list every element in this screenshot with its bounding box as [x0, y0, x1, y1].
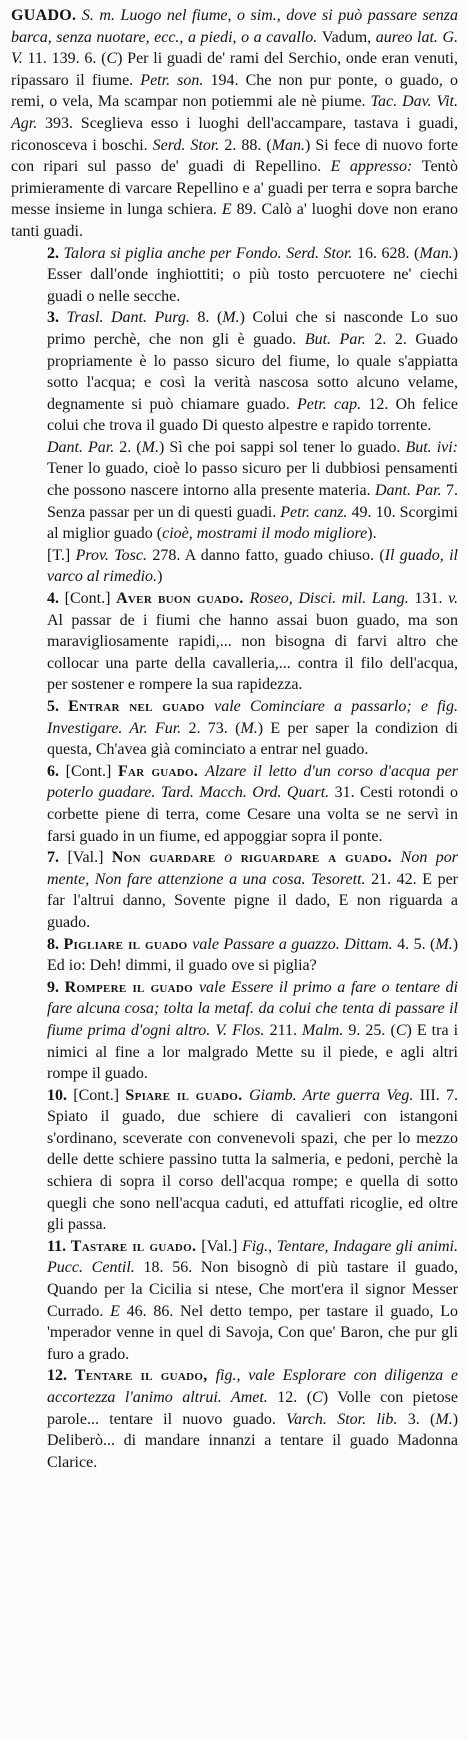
text-run: o — [224, 849, 241, 867]
text-run: vale Cominciare a passarlo; e fig. Investigare. Ar. Fur. — [47, 698, 459, 737]
text-run: Il guado, il varco al rimedio. — [47, 546, 459, 586]
text-run: 211. — [269, 1021, 303, 1039]
text-run: 2. 73. ( — [188, 719, 241, 737]
text-run: Tastare il guado. — [70, 1237, 202, 1255]
text-run: 278. A danno fatto, guado chiuso. ( — [152, 546, 385, 564]
text-run: v. — [448, 590, 459, 608]
text-run: riguardare a guado. — [240, 849, 401, 867]
text-run: 4. — [47, 590, 65, 608]
text-run: 8. — [47, 935, 64, 953]
text-run: 393. Sceglieva esso i luoghi dell'accampare, tastava i guadi, riconosceva i boschi. — [11, 114, 458, 154]
text-run: Giamb. Arte guerra Veg. — [249, 1086, 420, 1104]
text-run: ) Per li guadi de' rami del Serchio, onde eran venuti, ripassaro il fiume. — [11, 50, 458, 89]
text-run: Petr. canz. — [280, 503, 352, 521]
text-run: 2. — [47, 244, 64, 262]
text-run: C — [106, 50, 118, 68]
text-run: Trasl. Dant. Purg. — [66, 309, 198, 327]
text-run: Fig., Tentare, Indagare gli animi. Pucc. Centil. — [47, 1237, 458, 1277]
sense-10 — [11, 1085, 458, 1236]
text-run: Rompere il guado — [64, 978, 199, 996]
text-run: 5. — [47, 698, 69, 715]
sense-3 — [11, 307, 458, 437]
text-run: Spiare il guado. — [125, 1086, 250, 1104]
text-run: 7. Senza passar per un di questi guadi. — [47, 482, 459, 521]
text-run: [Cont.] — [64, 590, 117, 608]
text-run: But. ivi: — [405, 438, 459, 456]
text-run: Alzare il letto d'un corso d'acqua per poterlo guadare. Tard. Macch. Ord. Quart. — [47, 762, 459, 802]
text-run: M. — [240, 719, 258, 737]
text-run: 2. 2. Guado propriamente è lo passo sicuro del fiume, lo quale s'appiatta sotto l'acqua; e così la verità nascosa sotto alcuno velame, degnamente si può chiamare guado. — [47, 330, 459, 413]
text-run: Malm. — [302, 1021, 349, 1039]
text-run: Tentare il guado, — [74, 1367, 216, 1385]
text-run: ) Volle con pietose parole... tentare il nuovo guado. — [47, 1389, 458, 1428]
text-run: Petr. son. — [140, 71, 211, 89]
text-run: 11. — [47, 1237, 71, 1255]
sense-4 — [11, 588, 458, 696]
text-run: Aver buon guado. — [116, 590, 250, 608]
text-run: ) Si fece di nuovo forte con ripari sul passo de' guadi di Repellino. — [11, 136, 459, 176]
text-run: [Val.] — [201, 1237, 242, 1255]
text-run: 3. ( — [407, 1410, 436, 1428]
text-run: M. — [141, 438, 159, 456]
text-run: 2. 88. ( — [224, 136, 272, 154]
text-run: [Cont.] — [73, 1086, 126, 1104]
text-run: Varch. Stor. lib. — [286, 1410, 408, 1428]
entry-definition — [11, 5, 458, 243]
text-run: Man. — [419, 244, 453, 262]
text-run: III. 7. Spiato il guado, due schiere di cavalieri con istangoni s'ordinano, sceverate con convenevoli spazi, che per lo mezzo delle dette schiere passino tutta la salmeria, e pedoni, perchè la schiera di sopra il corso dell'acqua rompe; e quella di sotto quegli che sono nell'acqua caduti, ed attuffati ricoglie, ed oltre gli passa. — [47, 1086, 458, 1234]
text-run: ) — [157, 568, 163, 586]
text-run: ) E tra i nimici al fine a lor malgrado Mette su il piede, e agli altri rompe il guado. — [47, 1021, 459, 1083]
text-run: E appresso: — [330, 158, 422, 176]
text-run: 12. — [47, 1367, 75, 1385]
text-run: S. m. Luogo nel fiume, o sim., dove si può passare senza barca, senza nuotare, ecc., a piedi, o a cavallo. — [11, 7, 459, 46]
text-run: [T.] — [47, 546, 76, 564]
text-run: Petr. cap. — [297, 395, 369, 413]
sense-5 — [11, 696, 458, 761]
text-run: 31. Cesti rotondi o corbette piene di terra, come Cesare una volta se ne servì in farsi guado in un fiume, ed appoggiar sopra il ponte. — [47, 784, 458, 845]
text-run: Roseo, Disci. mil. Lang. — [249, 590, 415, 608]
text-run: 12. Oh felice colui che trova il guado Di questo alpestre e rapido torrente. — [47, 395, 459, 435]
text-run: Pigliare il guado — [63, 935, 193, 953]
text-run: ) Colui che si nasconde Lo suo primo perchè, che non gli è guado. — [47, 309, 459, 348]
text-run: 8. ( — [197, 309, 223, 327]
sense-6 — [11, 761, 458, 847]
text-run: C — [312, 1389, 323, 1406]
text-run: E — [221, 201, 237, 219]
text-run: Tener lo guado, cioè lo passo sicuro per li dubbiosi pensamenti che possono nascere intorno alla presente materia. — [47, 460, 458, 500]
text-run: Al passar de i fiumi che hanno assai buon guado, ma son maravigliosamente rapidi,... non bisogna di farvi altro che collocar una parte della cavalleria,... contra il filo dell'acqua, per sostener e rompere la sua rapidezza. — [47, 611, 458, 694]
text-run: 9. — [47, 978, 65, 996]
text-run: M. — [435, 1410, 453, 1428]
text-run: ). — [367, 525, 377, 543]
text-run: 11. 139. 6. ( — [27, 50, 107, 68]
text-run: Serd. Stor. — [152, 136, 225, 154]
sense-12 — [11, 1365, 458, 1473]
text-run: vale Passare a guazzo. Dittam. — [192, 935, 398, 953]
text-run: fig., vale Esplorare con diligenza e accortezza l'animo altrui. Amet. — [47, 1367, 459, 1406]
text-run: aureo lat. G. V. — [11, 28, 459, 68]
text-run: Tac. Dav. Vit. Agr. — [11, 93, 458, 132]
text-run: ) E per saper la condizion di questa, Ch'avea già cominciato a entrar nel guado. — [47, 719, 459, 759]
text-run: cioè, mostrami il modo migliore — [162, 525, 368, 543]
text-run: M. — [222, 309, 240, 327]
text-run: 7. — [47, 849, 68, 867]
sense-8 — [11, 934, 458, 977]
text-run: Tentò primieramente di varcare Repellino e a' guadi per terra e sopra barche messe insieme in lunga schiera. — [11, 158, 458, 219]
text-run: 194. Che non pur ponte, o guado, o remi, o vela, Ma scampar non potiemmi ale nè piume. — [11, 71, 459, 111]
text-run: 18. 56. Non bisognò di più tastare il guado, Quando per la Cicilia si ntese, Che mort'era il signor Messer Currado. — [47, 1259, 458, 1320]
text-run: Entrar nel guado — [68, 698, 215, 715]
text-run: Dant. Par. — [47, 438, 120, 456]
text-run: 131. — [414, 590, 449, 608]
text-run: Vadum, — [321, 28, 376, 46]
text-run: C — [395, 1021, 407, 1039]
text-run: Dant. Par. — [374, 482, 447, 500]
text-run: 9. 25. ( — [348, 1021, 396, 1039]
text-run: [Cont.] — [65, 762, 118, 780]
sense-9 — [11, 977, 458, 1085]
text-run: 16. 628. ( — [356, 244, 420, 262]
text-run: 12. ( — [277, 1389, 313, 1406]
text-run: Non guardare — [111, 849, 225, 867]
sense-3-proverb — [11, 545, 458, 588]
text-run: ) Sì che poi sappi sol tener lo guado. — [158, 438, 406, 456]
text-run: 21. 42. E per far l'altrui danno, Sovente pigne il dado, E non riguarda a guado. — [47, 870, 459, 931]
sense-2 — [11, 243, 458, 308]
text-run: M. — [435, 935, 453, 953]
sense-11 — [11, 1236, 458, 1366]
sense-7 — [11, 847, 458, 933]
text-run: E — [110, 1302, 127, 1320]
text-run: Prov. Tosc. — [75, 546, 153, 564]
text-run: Man. — [271, 136, 305, 154]
headword: GUADO. — [11, 7, 77, 24]
sense-3-continued — [11, 437, 458, 545]
text-run: Non por mente, Non fare attenzione a una cosa. Tesorett. — [47, 849, 459, 888]
text-run: But. Par. — [304, 330, 375, 348]
text-run: ) Ed io: Deh! dimmi, il guado ove si piglia? — [47, 935, 459, 975]
text-run: 4. 5. ( — [397, 935, 436, 953]
text-run: ) Esser dall'onde inghiottiti; o più tosto percuotere ne' ciechi guadi o nelle secche. — [47, 244, 459, 305]
text-run: 46. 86. Nel detto tempo, per tastare il guado, Lo 'mperador venne in quel di Savoja, Con que' Baron, che pur gli furo a grado. — [47, 1302, 458, 1363]
text-run: 49. 10. Scorgimi al miglior guado ( — [47, 503, 458, 543]
text-run: Talora si piglia anche per Fondo. Serd. Stor. — [63, 244, 357, 262]
text-run: 10. — [47, 1086, 74, 1104]
text-run: vale Essere il primo a fare o tentare di fare alcuna cosa; tolta la metaf. da colui che tenta di passare il fiume prima d'ogni altro. V. Flos. — [47, 978, 458, 1039]
text-run: 3. — [47, 309, 67, 327]
text-run: 6. — [47, 762, 66, 780]
text-run: ) Deliberò... di mandare innanzi a tentare il guado Madonna Clarice. — [47, 1410, 459, 1471]
text-run: 2. ( — [119, 438, 142, 456]
text-run: 89. Calò a' luoghi dove non erano tanti guadi. — [11, 201, 458, 240]
text-run: Far guado. — [117, 762, 206, 780]
text-run: [Val.] — [67, 849, 112, 867]
